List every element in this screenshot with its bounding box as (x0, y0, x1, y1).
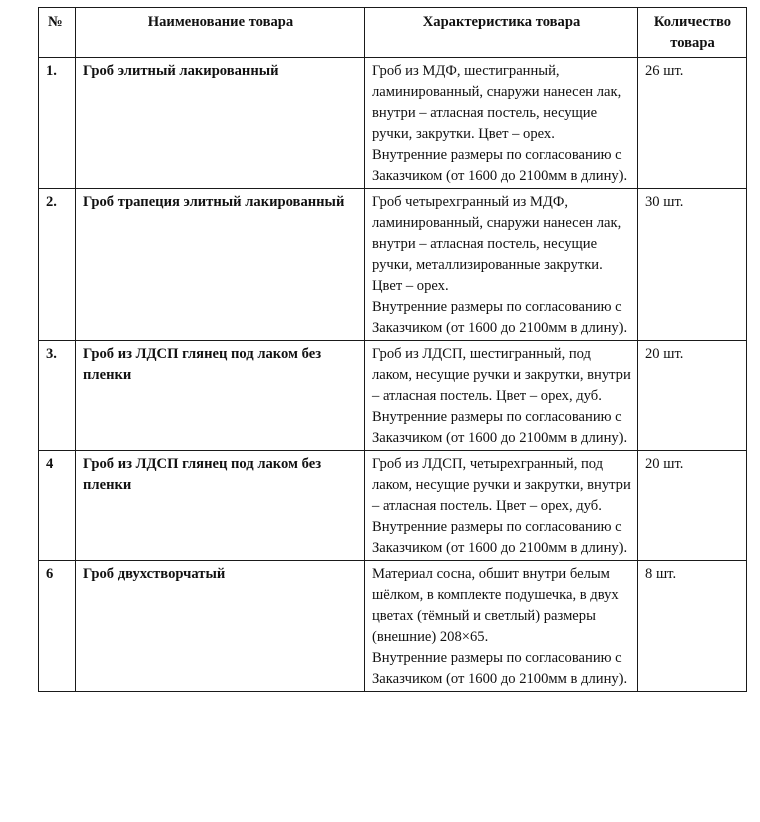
row-number: 6 (39, 561, 76, 692)
row-number: 2. (39, 189, 76, 341)
table-body (39, 58, 747, 692)
product-name: Гроб элитный лакированный (76, 58, 365, 189)
row-number: 1. (39, 58, 76, 189)
row-number: 3. (39, 341, 76, 451)
product-quantity: 26 шт. (638, 58, 747, 189)
row-number: 4 (39, 451, 76, 561)
product-name: Гроб из ЛДСП глянец под лаком без пленки (76, 451, 365, 561)
product-description: Гроб из МДФ, шестигранный, ламинированный, снаружи нанесен лак, внутри – атласная постель, несущие ручки, закрутки. Цвет – орех. Внутренние размеры по согласованию с Заказчиком (от 1600 до 2100мм в длину). (365, 58, 638, 189)
table-row (39, 189, 747, 341)
product-description: Гроб из ЛДСП, четырехгранный, под лаком, несущие ручки и закрутки, внутри – атласная постель. Цвет – орех, дуб. Внутренние размеры по согласованию с Заказчиком (от 1600 до 2100мм в длину). (365, 451, 638, 561)
table-row (39, 58, 747, 189)
product-name: Гроб трапеция элитный лакированный (76, 189, 365, 341)
product-quantity: 8 шт. (638, 561, 747, 692)
table-header (39, 8, 747, 58)
product-quantity: 30 шт. (638, 189, 747, 341)
product-description: Гроб четырехгранный из МДФ, ламинированный, снаружи нанесен лак, внутри – атласная постель, несущие ручки, металлизированные закрутки. Цвет – орех. Внутренние размеры по согласованию с Заказчиком (от 1600 до 2100мм в длину). (365, 189, 638, 341)
header-row (39, 8, 747, 58)
table-row (39, 561, 747, 692)
header-description: Характеристика товара (365, 8, 638, 58)
product-name: Гроб двухстворчатый (76, 561, 365, 692)
product-description: Гроб из ЛДСП, шестигранный, под лаком, несущие ручки и закрутки, внутри – атласная постель. Цвет – орех, дуб. Внутренние размеры по согласованию с Заказчиком (от 1600 до 2100мм в длину). (365, 341, 638, 451)
table-row (39, 451, 747, 561)
product-description: Материал сосна, обшит внутри белым шёлком, в комплекте подушечка, в двух цветах (тёмный и светлый) размеры (внешние) 208×65. Внутренние размеры по согласованию с Заказчиком (от 1600 до 2100мм в длину). (365, 561, 638, 692)
header-number: № (39, 8, 76, 58)
product-quantity: 20 шт. (638, 341, 747, 451)
table-row (39, 341, 747, 451)
product-quantity: 20 шт. (638, 451, 747, 561)
header-quantity: Количество товара (638, 8, 747, 58)
product-name: Гроб из ЛДСП глянец под лаком без пленки (76, 341, 365, 451)
header-name: Наименование товара (76, 8, 365, 58)
goods-table (38, 7, 747, 692)
